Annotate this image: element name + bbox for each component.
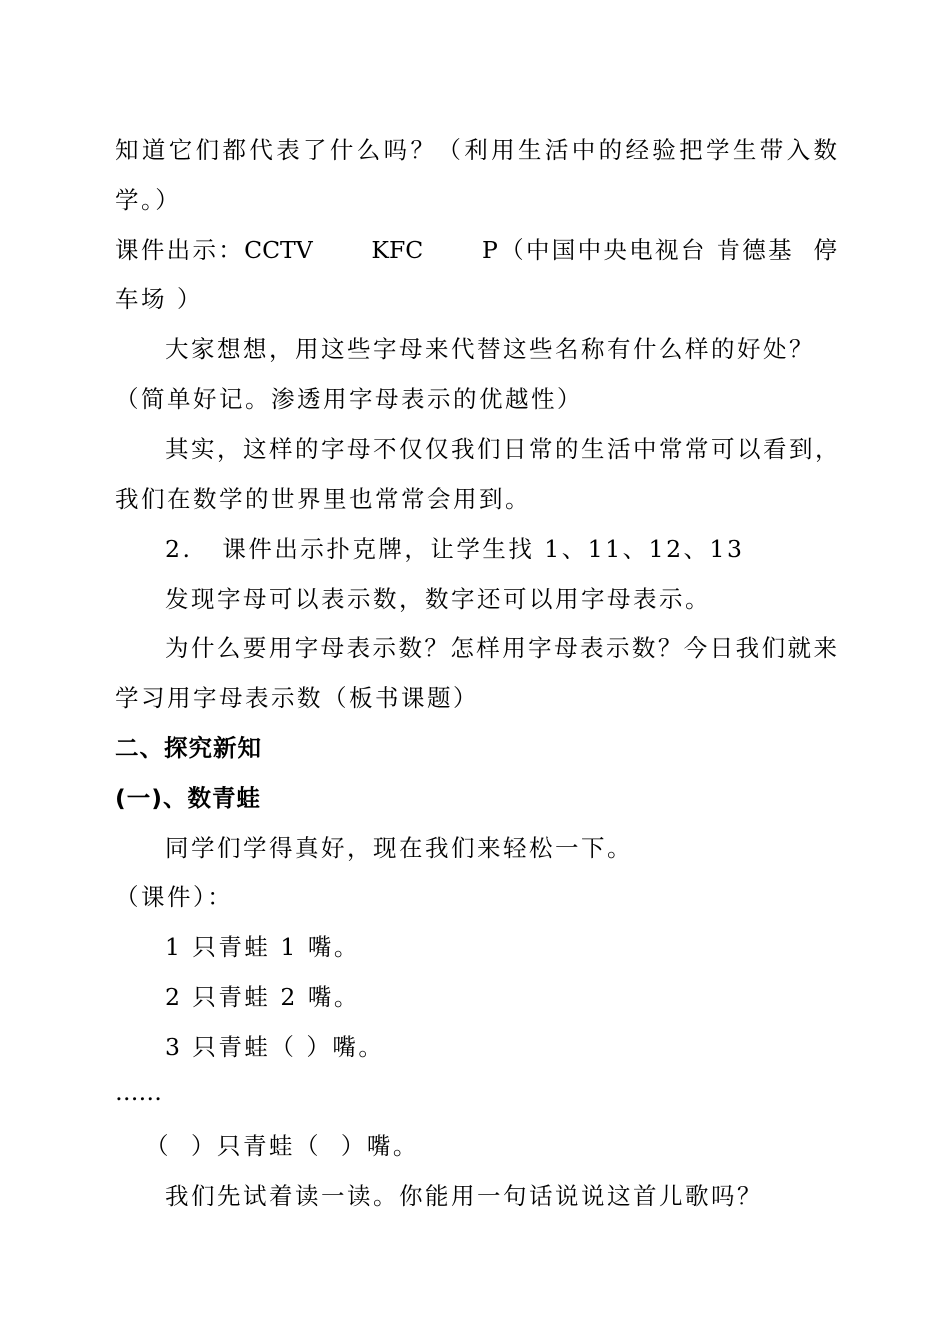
paragraph-line: 我们先试着读一读。你能用一句话说说这首儿歌吗？ <box>165 1182 763 1210</box>
paragraph-line: 为什么要用字母表示数？怎样用字母表示数？今日我们就来 <box>165 634 837 662</box>
paragraph-line: 2. 课件出示扑克牌，让学生找 1、11、12、13 <box>165 535 745 563</box>
rhyme-line: 1 只青蛙 1 嘴。 <box>165 933 360 961</box>
paragraph-line: 大家想想，用这些字母来代替这些名称有什么样的好处？ <box>165 335 815 363</box>
paragraph-line: 我们在数学的世界里也常常会用到。 <box>115 485 531 513</box>
paragraph-line: （课件）： <box>115 883 234 911</box>
paragraph-line: 车场 ） <box>115 285 203 313</box>
paragraph-line: 学习用字母表示数（板书课题） <box>115 684 479 712</box>
paragraph-line: 课件出示：CCTV KFC P（中国中央电视台 肯德基 停 <box>115 236 837 264</box>
subsection-heading: (一)、数青蛙 <box>115 784 261 812</box>
paragraph-line: 学。） <box>115 186 182 214</box>
rhyme-line: （ ）只青蛙（ ）嘴。 <box>145 1132 419 1160</box>
paragraph-line: 同学们学得真好，现在我们来轻松一下。 <box>165 834 633 862</box>
paragraph-line: 发现字母可以表示数，数字还可以用字母表示。 <box>165 585 711 613</box>
rhyme-line: 2 只青蛙 2 嘴。 <box>165 983 360 1011</box>
paragraph-line: 其实，这样的字母不仅仅我们日常的生活中常常可以看到， <box>165 435 841 463</box>
ellipsis-line: …… <box>115 1078 162 1106</box>
paragraph-line: 知道它们都代表了什么吗？（利用生活中的经验把学生带入数 <box>115 136 837 164</box>
rhyme-line: 3 只青蛙（ ）嘴。 <box>165 1033 385 1061</box>
paragraph-line: （简单好记。渗透用字母表示的优越性） <box>115 385 583 413</box>
section-heading: 二、探究新知 <box>115 734 262 762</box>
